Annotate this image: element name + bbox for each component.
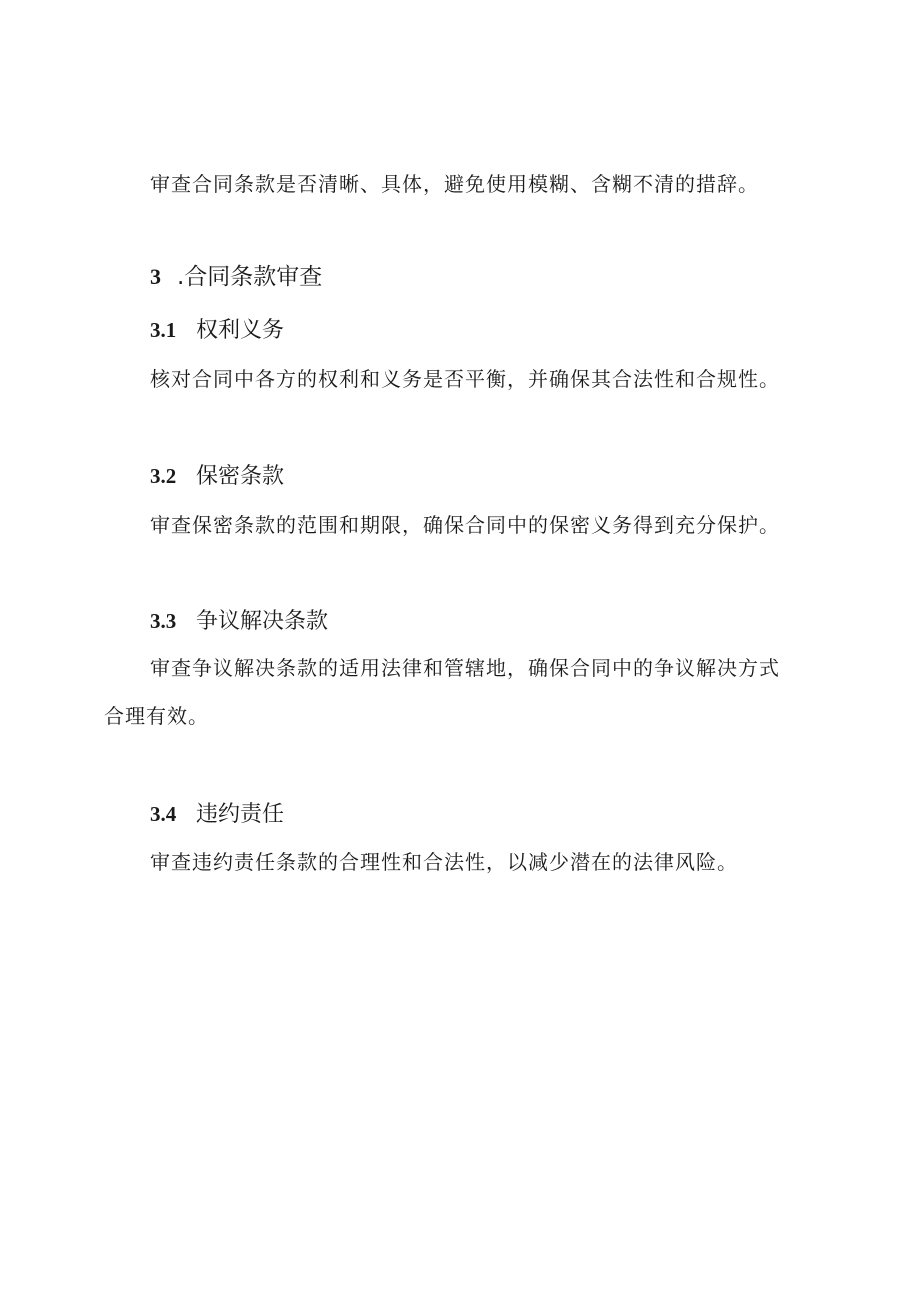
- subsection-body-3-3-line-1: 审查争议解决条款的适用法律和管辖地，确保合同中的争议解决方式: [150, 656, 780, 680]
- subsection-body-3-3-line-2: 合理有效。: [104, 704, 209, 728]
- subsection-body-3-1: 核对合同中各方的权利和义务是否平衡，并确保其合法性和合规性。: [150, 367, 780, 391]
- subsection-number: 3.1: [150, 318, 177, 342]
- subsection-title: 违约责任: [196, 802, 285, 827]
- subsection-number: 3.2: [150, 464, 177, 488]
- subsection-heading-3-2: [150, 459, 284, 490]
- intro-paragraph: 审查合同条款是否清晰、具体，避免使用模糊、含糊不清的措辞。: [150, 172, 759, 196]
- subsection-title: 权利义务: [196, 318, 285, 343]
- subsection-title: 保密条款: [196, 464, 285, 489]
- subsection-heading-3-1: [150, 313, 284, 344]
- subsection-body-3-2: 审查保密条款的范围和期限，确保合同中的保密义务得到充分保护。: [150, 513, 780, 537]
- subsection-title: 争议解决条款: [196, 609, 329, 634]
- subsection-number: 3.4: [150, 802, 177, 826]
- section-number: 3: [150, 264, 161, 289]
- subsection-heading-3-3: [150, 604, 328, 635]
- section-title: .合同条款审查: [177, 264, 323, 290]
- subsection-heading-3-4: [150, 797, 284, 828]
- section-heading: [150, 263, 322, 291]
- subsection-number: 3.3: [150, 609, 177, 633]
- subsection-body-3-4: 审查违约责任条款的合理性和合法性，以减少潜在的法律风险。: [150, 850, 738, 874]
